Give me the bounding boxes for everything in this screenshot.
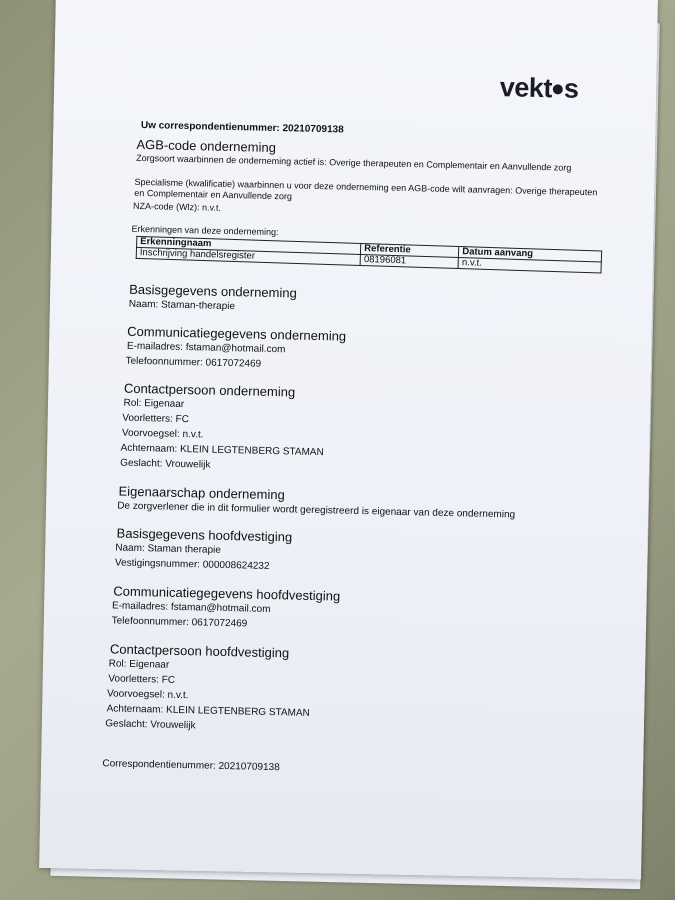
contact-onderneming-achternaam: Achternaam: KLEIN LEGTENBERG STAMAN [120, 442, 324, 459]
contact-hoofdvestiging-heading: Contactpersoon hoofdvestiging [109, 641, 290, 661]
contact-hoofdvestiging-rol: Rol: Eigenaar [108, 658, 170, 671]
eigenaarschap-heading: Eigenaarschap onderneming [118, 483, 285, 503]
erkenningen-caption: Erkenningen van deze onderneming: [131, 223, 279, 238]
contact-onderneming-voorletters: Voorletters: FC [122, 412, 190, 426]
comm-hoofdvestiging-telefoon: Telefoonnummer: 0617072469 [111, 615, 248, 630]
basis-hoofdvestiging-heading: Basisgegevens hoofdvestiging [116, 525, 293, 545]
agb-specialisme: Specialisme (kwalificatie) waarbinnen u voor deze onderneming een AGB-code wilt aanvragen: Overige therapeuten en Complementair en Aanvullende zorg [134, 176, 598, 202]
footer-correspondentienummer: Correspondentienummer: 20210709138 [102, 758, 280, 774]
comm-hoofdvestiging-email: E-mailadres: fstaman@hotmail.com [111, 600, 271, 616]
comm-onderneming-telefoon: Telefoonnummer: 0617072469 [125, 355, 262, 370]
correspondent-header: Uw correspondentienummer: 20210709138 [140, 119, 344, 136]
eigenaarschap-text: De zorgverlener die in dit formulier wordt geregistreerd is eigenaar van deze onderneming [117, 500, 516, 521]
agb-zorgsoort: Zorgsoort waarbinnen de onderneming actief is: Overige therapeuten en Complementair en Aanvullende zorg [136, 152, 572, 173]
comm-onderneming-email: E-mailadres: fstaman@hotmail.com [126, 340, 286, 356]
contact-hoofdvestiging-voorletters: Voorletters: FC [108, 673, 176, 686]
contact-onderneming-heading: Contactpersoon onderneming [123, 380, 296, 400]
contact-hoofdvestiging-achternaam: Achternaam: KLEIN LEGTENBERG STAMAN [106, 703, 310, 719]
contact-hoofdvestiging-geslacht: Geslacht: Vrouwelijk [105, 718, 196, 732]
contact-onderneming-voorvoegsel: Voorvoegsel: n.v.t. [121, 427, 204, 441]
column-header: Erkenningnaam [137, 236, 361, 254]
table-cell: n.v.t. [458, 258, 601, 273]
contact-hoofdvestiging-voorvoegsel: Voorvoegsel: n.v.t. [106, 688, 189, 702]
column-header: Datum aanvang [459, 247, 602, 262]
vektis-logo: vekt s [499, 72, 579, 104]
comm-hoofdvestiging-heading: Communicatiegegevens hoofdvestiging [113, 583, 341, 604]
comm-onderneming-heading: Communicatiegegevens onderneming [127, 323, 347, 344]
basis-hoofdvestiging-naam: Naam: Staman therapie [115, 542, 222, 556]
basis-onderneming-naam: Naam: Staman-therapie [128, 298, 236, 313]
agb-heading: AGB-code onderneming [136, 136, 277, 156]
agb-nza: NZA-code (Wlz): n.v.t. [132, 200, 222, 213]
document-page [39, 0, 658, 879]
contact-onderneming-geslacht: Geslacht: Vrouwelijk [120, 457, 211, 471]
contact-onderneming-rol: Rol: Eigenaar [123, 397, 185, 411]
table-cell: 08196081 [360, 254, 458, 268]
column-header: Referentie [361, 243, 459, 257]
basis-hoofdvestiging-vestigingsnummer: Vestigingsnummer: 000008624232 [114, 557, 270, 572]
basis-onderneming-heading: Basisgegevens onderneming [129, 281, 297, 301]
table-cell: Inschrijving handelsregister [136, 247, 360, 265]
